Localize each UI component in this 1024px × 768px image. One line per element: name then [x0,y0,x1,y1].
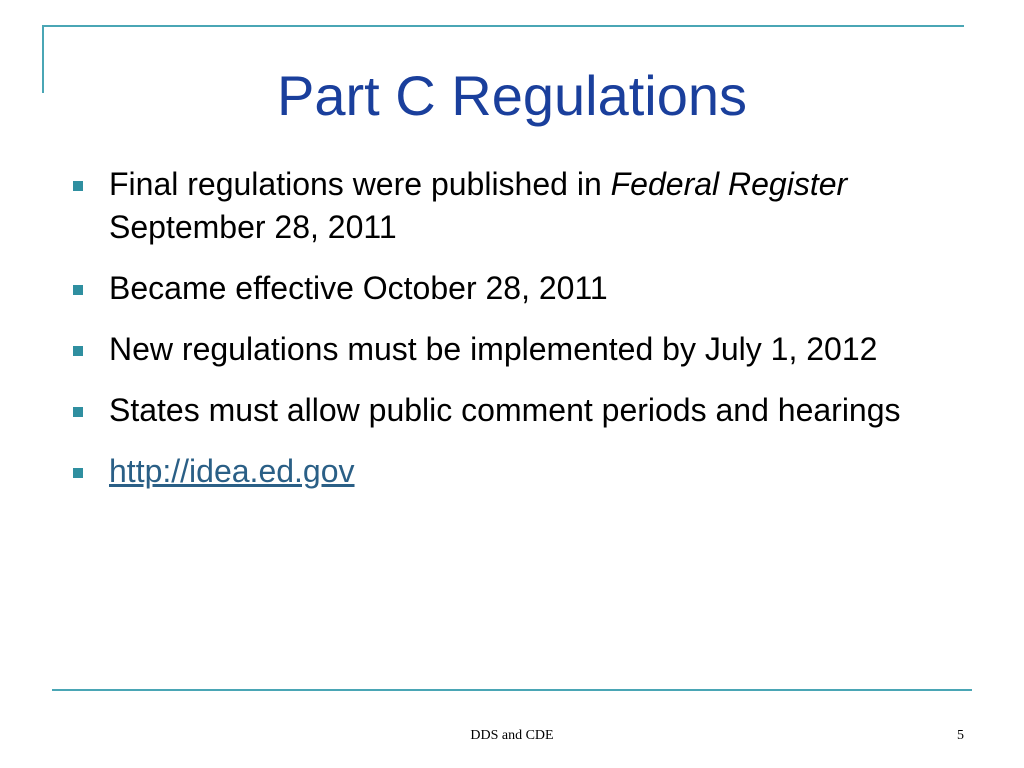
bullet-item [70,328,970,371]
bullet-item [70,450,970,493]
idea-link[interactable]: http://idea.ed.gov [109,453,355,489]
footer-divider-line [52,689,972,691]
square-bullet-icon [73,468,83,478]
square-bullet-icon [73,346,83,356]
bullet-italic-text: Federal Register [610,166,848,202]
bullet-text: Became effective October 28, 2011 [109,270,608,306]
bullet-item [70,389,970,432]
page-number: 5 [957,728,964,743]
bullet-text: September 28, 2011 [109,209,397,245]
bullet-list [70,163,970,511]
slide-title: Part C Regulations [276,64,747,127]
square-bullet-icon [73,181,83,191]
square-bullet-icon [73,285,83,295]
bullet-text: New regulations must be implemented by July 1, 2012 [109,331,878,367]
footer-text: DDS and CDE [470,728,554,743]
frame-top-line [42,25,964,27]
bullet-text: States must allow public comment periods and hearings [109,392,901,428]
bullet-item [70,267,970,310]
bullet-text: Final regulations were published in [109,166,611,202]
square-bullet-icon [73,407,83,417]
bullet-item [70,163,970,249]
